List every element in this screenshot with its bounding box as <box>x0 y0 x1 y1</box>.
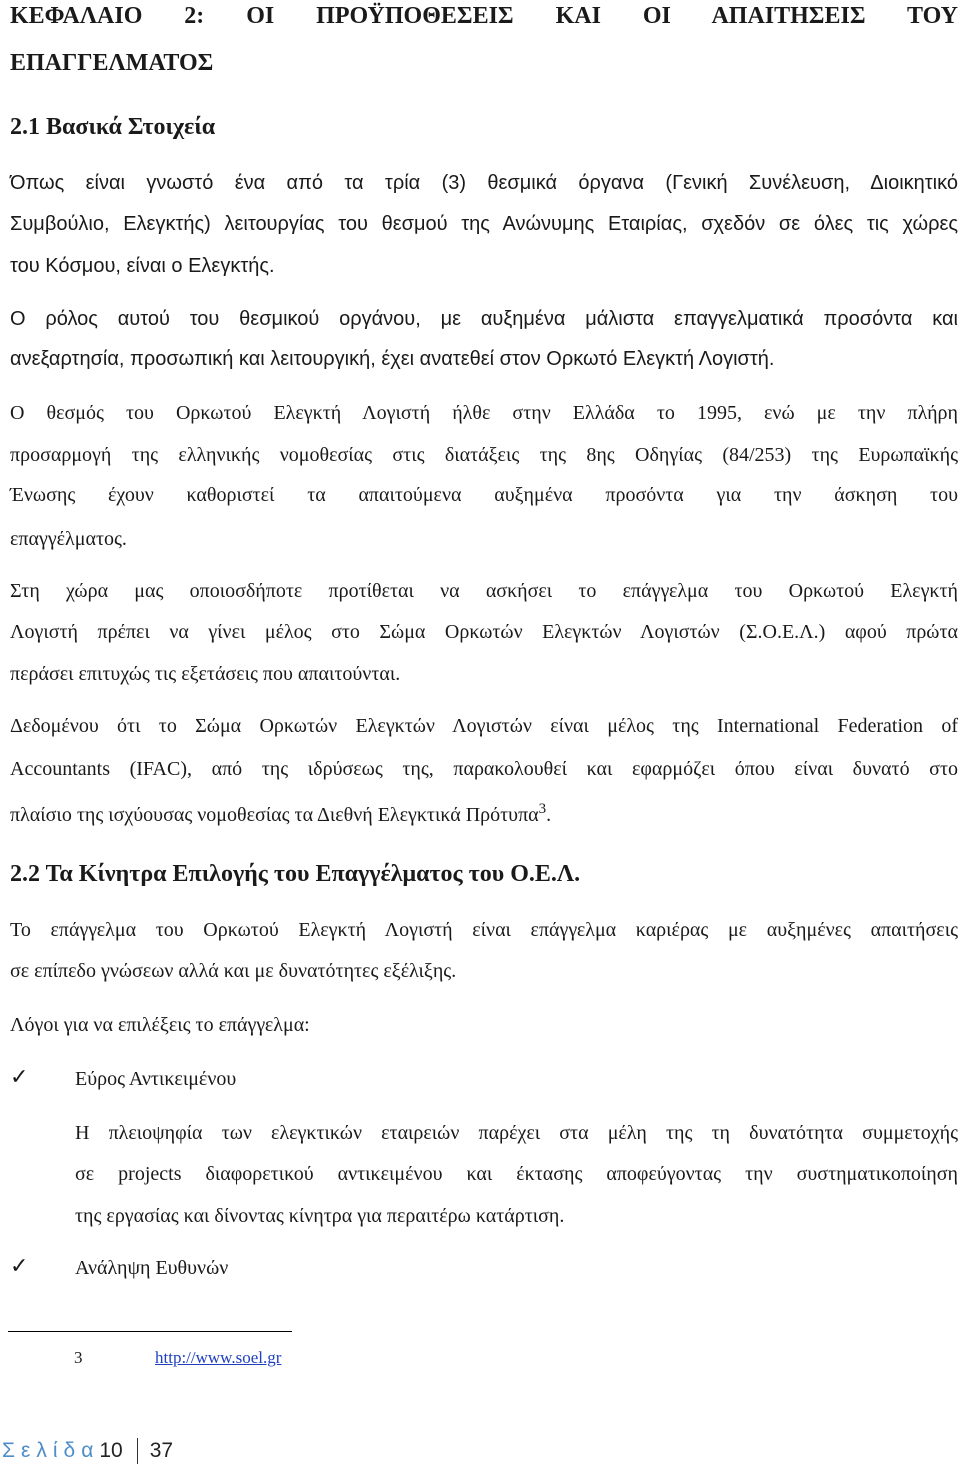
footnote-reference[interactable]: 3 <box>538 801 547 817</box>
paragraph-text-end: . <box>546 804 552 826</box>
page-footer <box>2 1438 173 1464</box>
paragraph-line: επαγγέλματος. <box>10 528 127 550</box>
paragraph-line: Ο ρόλος αυτού του θεσμικού οργάνου, με αυξημένα μάλιστα επαγγελματικά προσόντα και <box>10 308 958 330</box>
footnote-separator <box>8 1331 292 1332</box>
section-2-1-title: 2.1 Βασικά Στοιχεία <box>10 114 216 140</box>
checkmark-icon: ✓ <box>10 1065 29 1090</box>
paragraph-line: Το επάγγελμα του Ορκωτού Ελεγκτή Λογιστή είναι επάγγελμα καριέρας με αυξημένες απαιτήσεις <box>10 919 958 941</box>
paragraph-text: πλαίσιο της ισχύουσας νομοθεσίας τα Διεθνή Ελεγκτικά Πρότυπα <box>10 804 539 826</box>
paragraph-line: ανεξαρτησία, προσωπική και λειτουργική, έχει ανατεθεί στον Ορκωτό Ελεγκτή Λογιστή. <box>10 348 775 370</box>
footnote-number: 3 <box>74 1348 83 1367</box>
paragraph-line: Δεδομένου ότι το Σώμα Ορκωτών Ελεγκτών Λογιστών είναι μέλος της International Federation of <box>10 715 958 737</box>
paragraph-line: περάσει επιτυχώς τις εξετάσεις που απαιτούνται. <box>10 663 401 685</box>
paragraph-line: Λόγοι για να επιλέξεις το επάγγελμα: <box>10 1014 310 1036</box>
bullet-title: Ανάληψη Ευθυνών <box>75 1257 229 1279</box>
checkmark-icon: ✓ <box>10 1254 29 1279</box>
bullet-body-line: σε projects διαφορετικού αντικειμένου και έκτασης αποφεύγοντας την συστηματικοποίηση <box>75 1163 958 1185</box>
paragraph-line: του Κόσμου, είναι ο Ελεγκτής. <box>10 255 275 277</box>
page-number: 10 <box>99 1439 123 1462</box>
footer-divider <box>137 1438 138 1464</box>
bullet-title: Εύρος Αντικειμένου <box>75 1068 237 1090</box>
page-label: Σελίδα <box>2 1439 100 1462</box>
paragraph-line: Στη χώρα μας οποιοσδήποτε προτίθεται να ασκήσει το επάγγελμα του Ορκωτού Ελεγκτή <box>10 580 958 602</box>
paragraph-line-with-footnote <box>10 803 958 827</box>
chapter-title-line-2: ΕΠΑΓΓΕΛΜΑΤΟΣ <box>10 50 214 76</box>
paragraph-line: προσαρμογή της ελληνικής νομοθεσίας στις διατάξεις της 8ης Οδηγίας (84/253) της Ευρωπαϊκής <box>10 444 958 466</box>
section-2-2-title: 2.2 Τα Κίνητρα Επιλογής του Επαγγέλματος του Ο.Ε.Λ. <box>10 861 581 887</box>
paragraph-line: Ο θεσμός του Ορκωτού Ελεγκτή Λογιστή ήλθε στην Ελλάδα το 1995, ενώ με την πλήρη <box>10 402 958 424</box>
footnote-link[interactable]: http://www.soel.gr <box>155 1348 282 1367</box>
page-total: 37 <box>149 1439 174 1462</box>
paragraph-line: Λογιστή πρέπει να γίνει μέλος στο Σώμα Ορκωτών Ελεγκτών Λογιστών (Σ.Ο.Ε.Λ.) αφού πρώτα <box>10 621 958 643</box>
bullet-body-line: Η πλειοψηφία των ελεγκτικών εταιρειών παρέχει στα μέλη της τη δυνατότητα συμμετοχής <box>75 1122 958 1144</box>
chapter-title-line-1: ΚΕΦΑΛΑΙΟ 2: ΟΙ ΠΡΟΫΠΟΘΕΣΕΙΣ ΚΑΙ ΟΙ ΑΠΑΙΤΗΣΕΙΣ ΤΟΥ <box>10 3 958 29</box>
paragraph-line: Ένωσης έχουν καθοριστεί τα απαιτούμενα αυξημένα προσόντα για την άσκηση του <box>10 484 958 506</box>
paragraph-line: Συμβούλιο, Ελεγκτής) λειτουργίας του θεσμού της Ανώνυμης Εταιρίας, σχεδόν σε όλες τις χώρες <box>10 213 958 235</box>
paragraph-line: Όπως είναι γνωστό ένα από τα τρία (3) θεσμικά όργανα (Γενική Συνέλευση, Διοικητικό <box>10 172 958 194</box>
paragraph-line: σε επίπεδο γνώσεων αλλά και με δυνατότητες εξέλιξης. <box>10 960 457 982</box>
paragraph-line: Accountants (IFAC), από της ιδρύσεως της, παρακολουθεί και εφαρμόζει όπου είναι δυνατό στο <box>10 758 958 780</box>
bullet-body-line: της εργασίας και δίνοντας κίνητρα για περαιτέρω κατάρτιση. <box>75 1205 565 1227</box>
